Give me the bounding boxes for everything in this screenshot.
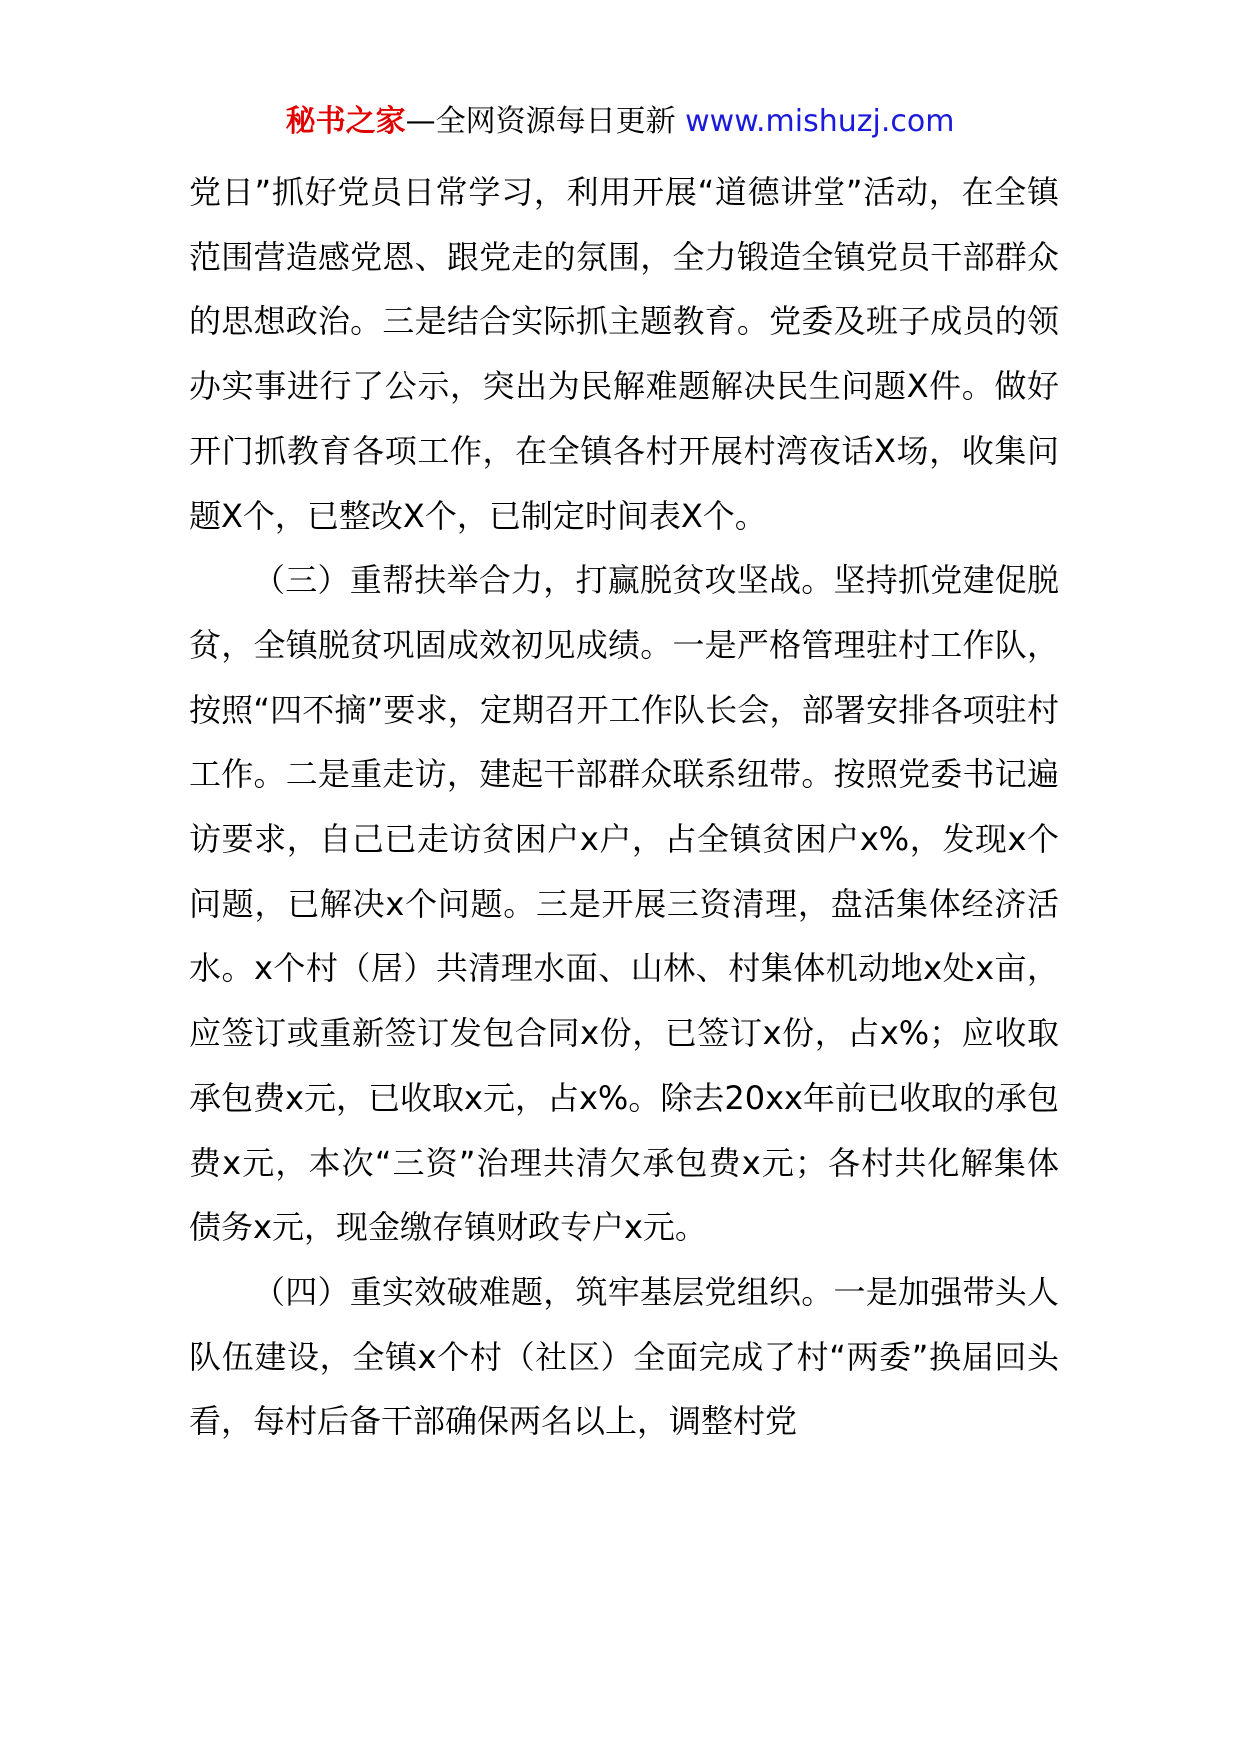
site-brand: 秘书之家 bbox=[285, 104, 406, 139]
site-tagline: —全网资源每日更新 bbox=[405, 104, 676, 139]
site-url-link[interactable]: www.mishuzj.com bbox=[685, 104, 955, 139]
paragraph-section-three: （三）重帮扶举合力，打赢脱贫攻坚战。坚持抓党建促脱贫，全镇脱贫巩固成效初见成绩。一是严格管理驻村工作队，按照“四不摘”要求，定期召开工作队长会，部署安排各项驻村工作。二是重走访，建起干部群众联系纽带。按照党委书记遍访要求，自己已走访贫困户x户，占全镇贫困户x%，发现x个问题，已解决x个问题。三是开展三资清理，盘活集体经济活水。x个村（居）共清理水面、山林、村集体机动地x处x亩，应签订或重新签订发包合同x份，已签订x份，占x%；应收取承包费x元，已收取x元，占x%。除去20xx年前已收取的承包费x元，本次“三资”治理共清欠承包费x元；各村共化解集体债务x元，现金缴存镇财政专户x元。 bbox=[189, 561, 1059, 1247]
document-body bbox=[189, 160, 1059, 1454]
paragraph-continued: 党日”抓好党员日常学习，利用开展“道德讲堂”活动，在全镇范围营造感党恩、跟党走的氛围，全力锻造全镇党员干部群众的思想政治。三是结合实际抓主题教育。党委及班子成员的领办实事进行了公示，突出为民解难题解决民生问题X件。做好开门抓教育各项工作，在全镇各村开展村湾夜话X场，收集问题X个，已整改X个，已制定时间表X个。 bbox=[189, 173, 1059, 535]
site-header bbox=[0, 100, 1240, 144]
paragraph-section-four: （四）重实效破难题，筑牢基层党组织。一是加强带头人队伍建设，全镇x个村（社区）全面完成了村“两委”换届回头看，每村后备干部确保两名以上，调整村党 bbox=[189, 1272, 1059, 1441]
